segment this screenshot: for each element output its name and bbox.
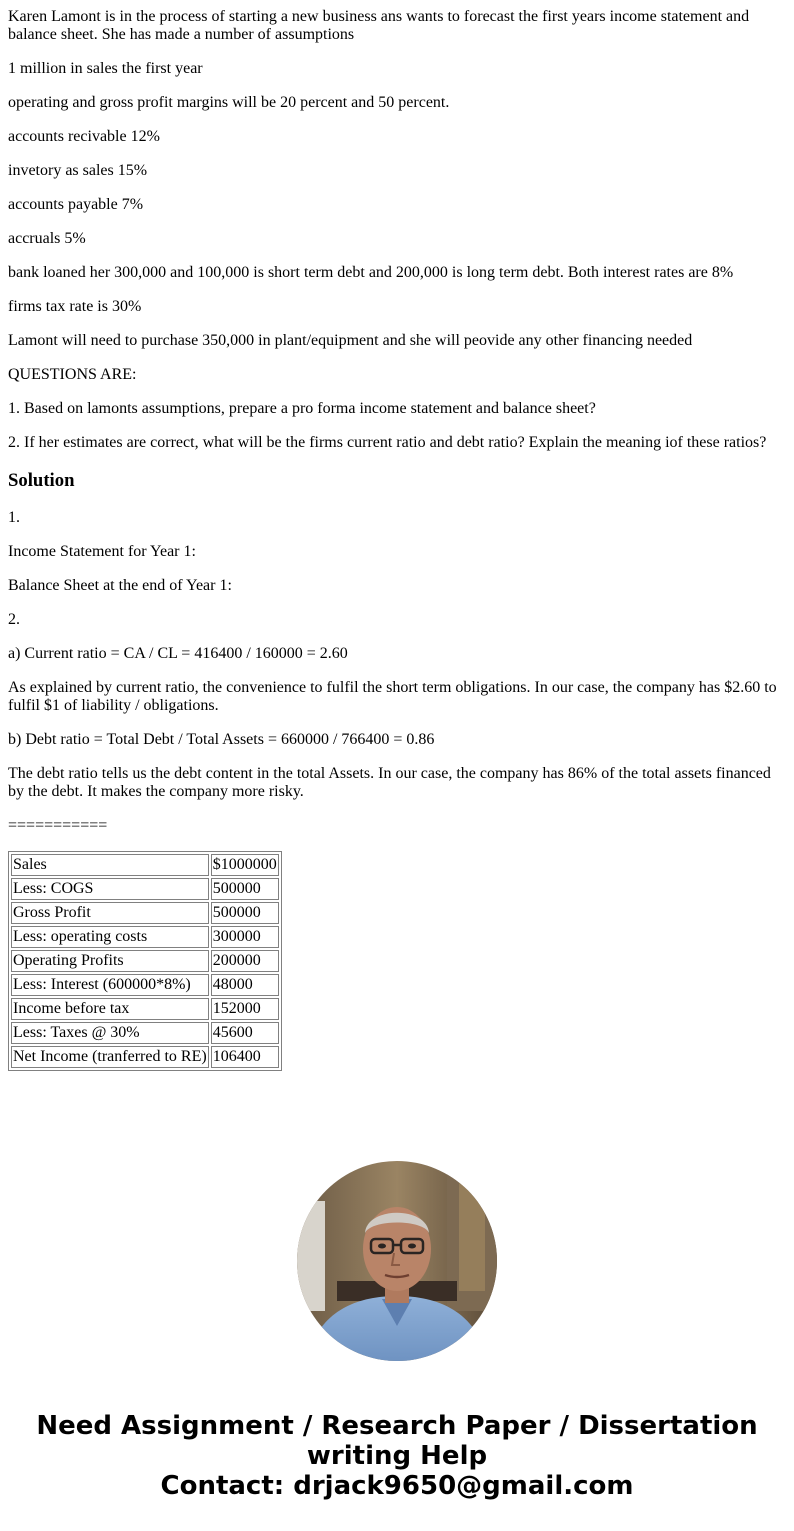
table-row [11, 1046, 279, 1068]
part1-label: 1. [8, 509, 20, 526]
current-ratio: a) Current ratio = CA / CL = 416400 / 160000 = 2.60 [8, 645, 348, 662]
current-ratio-explanation: As explained by current ratio, the convenience to fulfil the short term obligations. In our case, the company has $2.60 to fulfil $1 of liability / obligations. [8, 679, 777, 714]
separator-line: =========== [8, 817, 108, 834]
assumption-payables: accounts payable 7% [8, 196, 144, 213]
table-row [11, 854, 279, 876]
assumption-receivables: accounts recivable 12% [8, 128, 160, 145]
promo-line-1: Need Assignment / Research Paper / Dissertation [36, 1411, 758, 1441]
assumption-tax-rate: firms tax rate is 30% [8, 298, 142, 315]
income-statement-table [8, 851, 282, 1071]
row-label: Less: Taxes @ 30% [11, 1022, 209, 1044]
document-body [0, 8, 794, 1071]
promo-banner [0, 1411, 794, 1501]
row-label: Less: operating costs [11, 926, 209, 948]
assumption-plant-equipment: Lamont will need to purchase 350,000 in plant/equipment and she will peovide any other financing needed [8, 332, 693, 349]
row-value: 300000 [211, 926, 279, 948]
row-value: 152000 [211, 998, 279, 1020]
table-row [11, 878, 279, 900]
row-label: Less: Interest (600000*8%) [11, 974, 209, 996]
table-row [11, 926, 279, 948]
row-label: Gross Profit [11, 902, 209, 924]
row-value: 106400 [211, 1046, 279, 1068]
table-row [11, 1022, 279, 1044]
questions-heading: QUESTIONS ARE: [8, 366, 137, 383]
promo-contact: Contact: drjack9650@gmail.com [160, 1471, 634, 1501]
assumption-accruals: accruals 5% [8, 230, 86, 247]
row-value: 200000 [211, 950, 279, 972]
promo-line-2: writing Help [306, 1441, 488, 1471]
row-label: Income before tax [11, 998, 209, 1020]
author-portrait-image [297, 1161, 497, 1361]
income-statement-label: Income Statement for Year 1: [8, 543, 196, 560]
debt-ratio: b) Debt ratio = Total Debt / Total Assets = 660000 / 766400 = 0.86 [8, 731, 435, 748]
assumption-bank-loan: bank loaned her 300,000 and 100,000 is short term debt and 200,000 is long term debt. Both interest rates are 8% [8, 264, 734, 281]
table-row [11, 950, 279, 972]
row-label: Sales [11, 854, 209, 876]
solution-heading: Solution [8, 470, 75, 491]
author-avatar [297, 1161, 497, 1361]
assumption-margins: operating and gross profit margins will be 20 percent and 50 percent. [8, 94, 450, 111]
balance-sheet-label: Balance Sheet at the end of Year 1: [8, 577, 232, 594]
row-value: 500000 [211, 878, 279, 900]
table-row [11, 998, 279, 1020]
row-value: 48000 [211, 974, 279, 996]
row-value: 45600 [211, 1022, 279, 1044]
assumption-inventory: invetory as sales 15% [8, 162, 148, 179]
table-row [11, 902, 279, 924]
row-value: $1000000 [211, 854, 279, 876]
question-1: 1. Based on lamonts assumptions, prepare a pro forma income statement and balance sheet? [8, 400, 596, 417]
row-label: Less: COGS [11, 878, 209, 900]
question-intro: Karen Lamont is in the process of starting a new business ans wants to forecast the first years income statement and balance sheet. She has made a number of assumptions [8, 8, 750, 43]
assumption-sales: 1 million in sales the first year [8, 60, 203, 77]
row-label: Operating Profits [11, 950, 209, 972]
question-2: 2. If her estimates are correct, what will be the firms current ratio and debt ratio? Explain the meaning iof these ratios? [8, 434, 767, 451]
debt-ratio-explanation: The debt ratio tells us the debt content in the total Assets. In our case, the company has 86% of the total assets financed by the debt. It makes the company more risky. [8, 765, 771, 800]
table-row [11, 974, 279, 996]
part2-label: 2. [8, 611, 20, 628]
row-value: 500000 [211, 902, 279, 924]
row-label: Net Income (tranferred to RE) [11, 1046, 209, 1068]
